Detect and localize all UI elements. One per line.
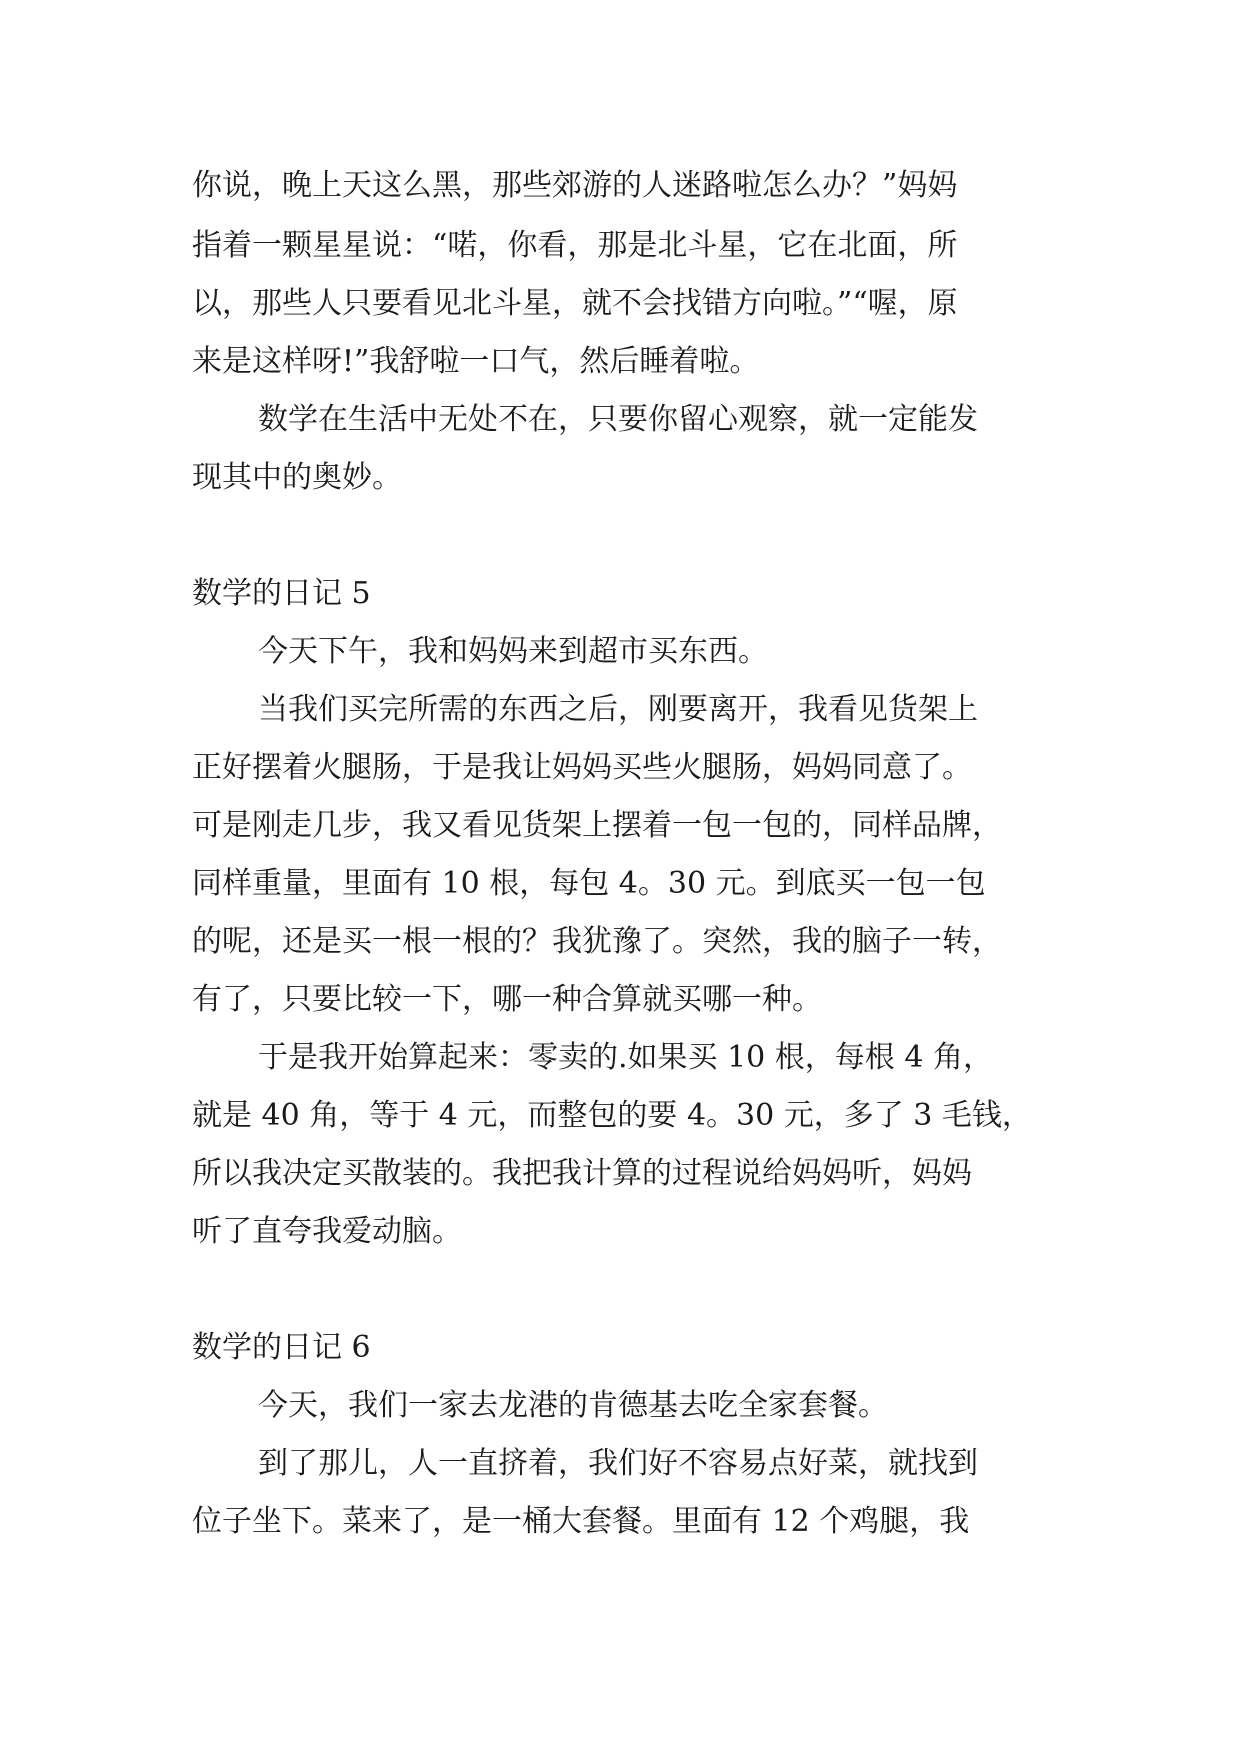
paragraph-line: 今天，我们一家去龙港的肯德基去吃全家套餐。: [258, 1388, 888, 1423]
paragraph-line: 指着一颗星星说：“喏，你看，那是北斗星，它在北面，所: [192, 228, 958, 263]
paragraph-line: 现其中的奥妙。: [192, 460, 402, 495]
paragraph-line: 你说，晚上天这么黑，那些郊游的人迷路啦怎么办？”妈妈: [192, 168, 958, 203]
paragraph-line: 听了直夸我爱动脑。: [192, 1214, 462, 1249]
paragraph-line: 数学在生活中无处不在，只要你留心观察，就一定能发: [258, 402, 978, 437]
section-heading: 数学的日记 5: [192, 576, 371, 611]
paragraph-line: 当我们买完所需的东西之后，刚要离开，我看见货架上: [258, 692, 978, 727]
paragraph-line: 到了那儿，人一直挤着，我们好不容易点好菜，就找到: [258, 1446, 978, 1481]
paragraph-line: 以，那些人只要看见北斗星，就不会找错方向啦。”“喔，原: [192, 286, 958, 321]
section-heading: 数学的日记 6: [192, 1330, 371, 1365]
paragraph-line: 今天下午，我和妈妈来到超市买东西。: [258, 634, 768, 669]
paragraph-line: 位子坐下。菜来了，是一桶大套餐。里面有 12 个鸡腿，我: [192, 1504, 970, 1539]
paragraph-line: 于是我开始算起来：零卖的.如果买 10 根，每根 4 角，: [258, 1040, 993, 1075]
paragraph-line: 所以我决定买散装的。我把我计算的过程说给妈妈听，妈妈: [192, 1156, 972, 1191]
paragraph-line: 有了，只要比较一下，哪一种合算就买哪一种。: [192, 982, 822, 1017]
paragraph-line: 可是刚走几步，我又看见货架上摆着一包一包的，同样品牌，: [192, 808, 1002, 843]
paragraph-line: 就是 40 角，等于 4 元，而整包的要 4。30 元，多了 3 毛钱，: [192, 1098, 1032, 1133]
paragraph-line: 正好摆着火腿肠，于是我让妈妈买些火腿肠，妈妈同意了。: [192, 750, 972, 785]
paragraph-line: 来是这样呀!”我舒啦一口气，然后睡着啦。: [192, 344, 760, 379]
paragraph-line: 同样重量，里面有 10 根，每包 4。30 元。到底买一包一包: [192, 866, 986, 901]
paragraph-line: 的呢，还是买一根一根的？我犹豫了。突然，我的脑子一转，: [192, 924, 1002, 959]
